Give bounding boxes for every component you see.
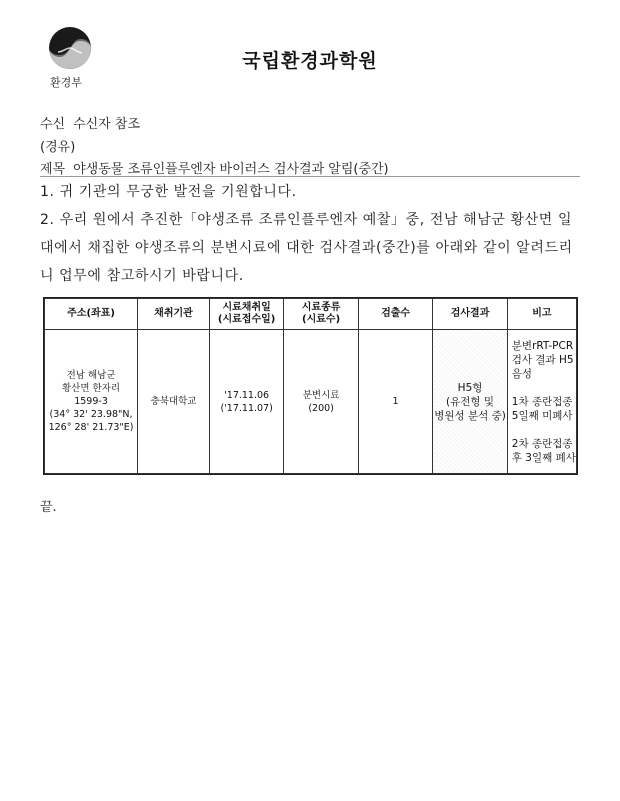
- header-address: 주소(좌표): [45, 299, 138, 330]
- recipient-label: 수신: [40, 117, 66, 132]
- cell-detected: 1: [358, 330, 432, 474]
- sample-count: (200): [308, 402, 334, 414]
- result-line: H5형: [457, 381, 483, 394]
- table-row: [45, 330, 577, 474]
- note-line: 검사 결과 H5: [511, 353, 574, 366]
- header-note: 비고: [507, 299, 576, 330]
- recipient-value: 수신자 참조: [73, 117, 141, 132]
- address-line: 1599-3: [74, 396, 108, 407]
- result-table: [43, 297, 578, 475]
- header-date-line2: (시료접수일): [217, 314, 276, 325]
- closing-mark: 끝.: [40, 500, 57, 515]
- note-line: 1차 종란접종: [511, 395, 573, 408]
- cell-result: [433, 330, 507, 474]
- header-type: [284, 299, 358, 330]
- sample-type: 분변시료: [302, 389, 340, 401]
- result-line: 병원성 분석 중): [434, 409, 506, 422]
- subject-label: 제목: [40, 162, 66, 177]
- subject-line: [40, 158, 389, 177]
- result-line: (유전형 및: [446, 395, 495, 408]
- note-spacer: [512, 381, 576, 395]
- cell-date: [209, 330, 283, 474]
- paragraph-1: 1. 귀 기관의 무궁한 발전을 기원합니다.: [40, 184, 297, 200]
- cell-org: 충북대학교: [138, 330, 210, 474]
- cell-address: [45, 330, 138, 474]
- subject-divider: [40, 176, 580, 177]
- note-spacer: [512, 423, 576, 437]
- date-received: ('17.11.07): [220, 402, 273, 414]
- date-collected: '17.11.06: [224, 389, 270, 401]
- note-line: 분변rRT-PCR: [511, 339, 574, 352]
- note-line: 음성: [511, 367, 533, 380]
- ministry-label: 환경부: [50, 76, 82, 89]
- header-org: 채취기관: [138, 299, 210, 330]
- address-line: 전남 해남군: [66, 370, 116, 381]
- cell-note: [507, 330, 576, 474]
- header-date: [209, 299, 283, 330]
- address-line: 126° 28' 21.73"E): [48, 422, 134, 433]
- header-detected: 검출수: [358, 299, 432, 330]
- note-line: 후 3일째 폐사: [511, 451, 576, 464]
- table-header-row: [45, 299, 577, 330]
- institute-title: 국립환경과학원: [242, 50, 378, 72]
- recipient-line: [40, 113, 140, 132]
- paragraph-2: 2. 우리 원에서 추진한「야생조류 조류인플루엔자 예찰」중, 전남 해남군 황산면 일대에서 채집한 야생조류의 분변시료에 대한 검사결과(중간)를 아래와 같이 알려드리니 업무에 참고하시기 바랍니다.: [40, 212, 573, 284]
- address-line: (34° 32' 23.98"N,: [49, 409, 133, 420]
- note-line: 5일째 미폐사: [511, 409, 573, 422]
- note-line: 2차 종란접종: [511, 437, 573, 450]
- header-type-line1: 시료종류: [301, 302, 341, 313]
- subject-value: 야생동물 조류인플루엔자 바이러스 검사결과 알림(중간): [73, 162, 389, 177]
- header-type-line2: (시료수): [302, 314, 341, 325]
- address-line: 황산면 한자리: [62, 383, 121, 394]
- via-line: (경유): [40, 140, 76, 155]
- header-date-line1: 시료채취일: [222, 302, 271, 313]
- header-result: 검사결과: [433, 299, 507, 330]
- cell-type: [284, 330, 358, 474]
